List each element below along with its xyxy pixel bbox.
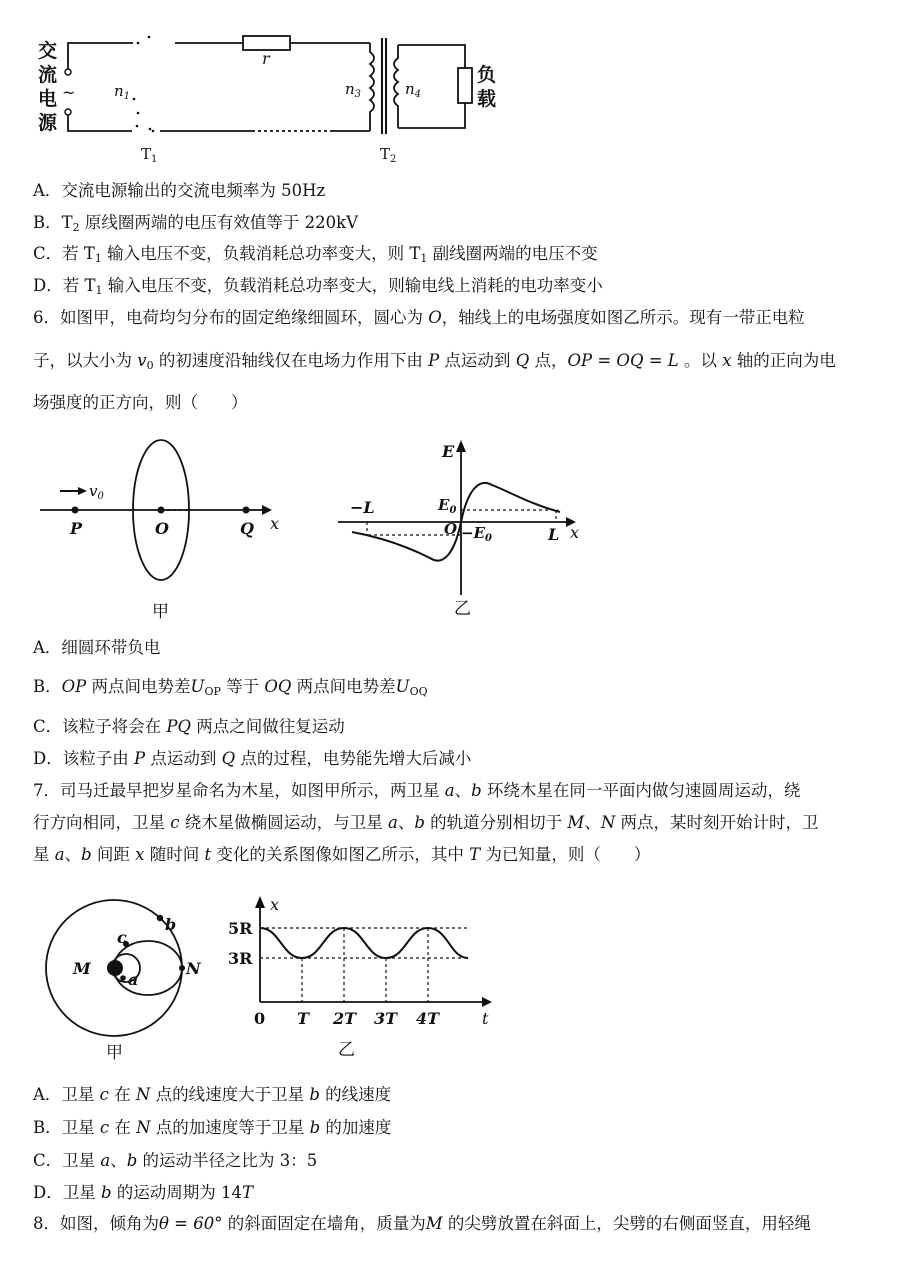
figure-caption: 乙 xyxy=(454,599,471,619)
r-label: r xyxy=(262,49,270,68)
wire xyxy=(68,115,132,131)
t-tick: 4T xyxy=(416,1009,440,1028)
source-label-char: 流 xyxy=(38,64,58,86)
q7-option-c: C．卫星 a、b 的运动半径之比为 3：5 xyxy=(33,1151,318,1170)
q5-option-b: B．$T_2$ 原线圈两端的电压有效值等于 220kV xyxy=(33,213,359,234)
e-axis-arrow-icon xyxy=(456,440,466,452)
q7-stem-line: 7．司马迁最早把岁星命名为木星，如图甲所示，两卫星 a、b 环绕木星在同一平面内做匀速圆周运动，绕 xyxy=(33,781,801,800)
m-label: M xyxy=(73,959,91,978)
point-q xyxy=(243,507,250,514)
load-resistor-icon xyxy=(458,68,472,103)
distance-curve xyxy=(260,928,468,958)
transformer-circuit-figure xyxy=(0,0,520,170)
l-label: L xyxy=(548,525,560,544)
p-label: P xyxy=(70,519,83,538)
x-axis-arrow-icon xyxy=(255,896,265,908)
t1-coil-dots xyxy=(133,36,155,133)
q6-stem-line: 场强度的正方向，则（ ） xyxy=(33,393,248,412)
v0-label: $v_0$ xyxy=(89,482,104,502)
o-label: O xyxy=(155,519,169,538)
orbit-c xyxy=(114,941,182,995)
terminal-icon xyxy=(65,109,71,115)
q7-orbit-figure xyxy=(40,890,240,1070)
n-label: N xyxy=(186,959,201,978)
load-label-char: 负 xyxy=(477,64,497,86)
terminal-icon xyxy=(65,69,71,75)
wire xyxy=(398,103,465,128)
a-label: a xyxy=(128,970,139,989)
q7-option-b: B．卫星 c 在 N 点的加速度等于卫星 b 的加速度 xyxy=(33,1118,392,1137)
q6-ring-figure xyxy=(0,430,300,630)
satellite-a xyxy=(120,975,126,981)
t-axis-arrow-icon xyxy=(482,997,492,1007)
e0-label: $E_0$ xyxy=(438,496,457,516)
t-label: t xyxy=(482,1009,489,1028)
neg-e0-label: $-E_0$ xyxy=(461,524,492,544)
figure-caption: 甲 xyxy=(106,1043,123,1063)
source-label-char: 交 xyxy=(38,40,58,62)
point-p xyxy=(72,507,79,514)
o-label: O xyxy=(444,520,458,538)
q6-stem-line: 子，以大小为 $v_0$ 的初速度沿轴线仅在电场力作用下由 P 点运动到 Q 点，OP = OQ = L 。以 x 轴的正向为电 xyxy=(33,351,836,372)
ac-symbol: ~ xyxy=(62,83,76,102)
n3-label: $n_3$ xyxy=(345,80,362,100)
q6-option-b: B．OP 两点间电势差$U_{OP}$ 等于 OQ 两点间电势差$U_{OQ}$ xyxy=(33,677,428,698)
t-tick: T xyxy=(297,1009,309,1028)
x-label: x xyxy=(270,514,280,533)
q7-stem-line: 星 a、b 间距 x 随时间 t 变化的关系图像如图乙所示，其中 T 为已知量，则（ ） xyxy=(33,845,651,864)
q7-option-d: D．卫星 b 的运动周期为 14T xyxy=(33,1183,254,1202)
point-o xyxy=(158,507,165,514)
q6-option-d: D．该粒子由 P 点运动到 Q 点的过程，电势能先增大后减小 xyxy=(33,749,472,768)
n4-label: $n_4$ xyxy=(405,80,422,100)
q6-stem-line: 6．如图甲，电荷均匀分布的固定绝缘细圆环，圆心为 O，轴线上的电场强度如图乙所示。现有一带正电粒 xyxy=(33,308,805,327)
velocity-arrow-icon xyxy=(78,487,87,495)
neg-l-label: −L xyxy=(350,498,375,517)
y-tick-3r: 3R xyxy=(228,949,253,968)
figure-caption: 甲 xyxy=(152,602,169,622)
q7-distance-graph xyxy=(220,890,500,1070)
y-tick-5r: 5R xyxy=(228,919,253,938)
resistor-icon xyxy=(243,36,290,50)
source-label-char: 源 xyxy=(38,112,58,134)
figure-caption: 乙 xyxy=(338,1040,355,1060)
x-label: x xyxy=(270,895,280,914)
satellite-b xyxy=(157,915,163,921)
t2-label: $T_2$ xyxy=(380,145,397,165)
q8-stem-line: 8．如图，倾角为θ = 60° 的斜面固定在墙角，质量为M 的尖劈放置在斜面上，尖劈的右侧面竖直，用轻绳 xyxy=(33,1214,811,1233)
wire xyxy=(68,43,133,69)
source-label-char: 电 xyxy=(38,88,58,110)
t-tick: 2T xyxy=(333,1009,357,1028)
load-label-char: 载 xyxy=(477,88,497,110)
wire xyxy=(398,45,465,68)
b-label: b xyxy=(165,915,177,934)
e-label: E xyxy=(442,442,455,461)
point-n xyxy=(179,965,185,971)
t1-label: $T_1$ xyxy=(141,145,158,165)
t2-secondary-coil-icon xyxy=(394,45,398,128)
q6-field-graph xyxy=(330,430,610,630)
n1-label: $n_1$ xyxy=(114,82,131,102)
q7-option-a: A．卫星 c 在 N 点的线速度大于卫星 b 的线速度 xyxy=(33,1085,392,1104)
jupiter xyxy=(107,960,123,976)
c-label: c xyxy=(117,928,127,947)
q5-option-c: C．若 $T_1$ 输入电压不变，负载消耗总功率变大，则 $T_1$ 副线圈两端的电压不变 xyxy=(33,244,598,265)
q5-option-a: A．交流电源输出的交流电频率为 50Hz xyxy=(33,181,326,200)
q-label: Q xyxy=(240,519,254,538)
q7-stem-line: 行方向相同，卫星 c 绕木星做椭圆运动，与卫星 a、b 的轨道分别相切于 M、N 两点，某时刻开始计时，卫 xyxy=(33,813,819,832)
x-label: x xyxy=(570,523,580,542)
origin-label: 0 xyxy=(254,1009,266,1028)
q6-option-a: A．细圆环带负电 xyxy=(33,638,161,657)
q6-option-c: C．该粒子将会在 PQ 两点之间做往复运动 xyxy=(33,717,345,736)
q5-option-d: D．若 $T_1$ 输入电压不变，负载消耗总功率变大，则输电线上消耗的电功率变小 xyxy=(33,276,603,297)
t2-primary-coil-icon xyxy=(370,43,374,131)
t-tick: 3T xyxy=(374,1009,398,1028)
